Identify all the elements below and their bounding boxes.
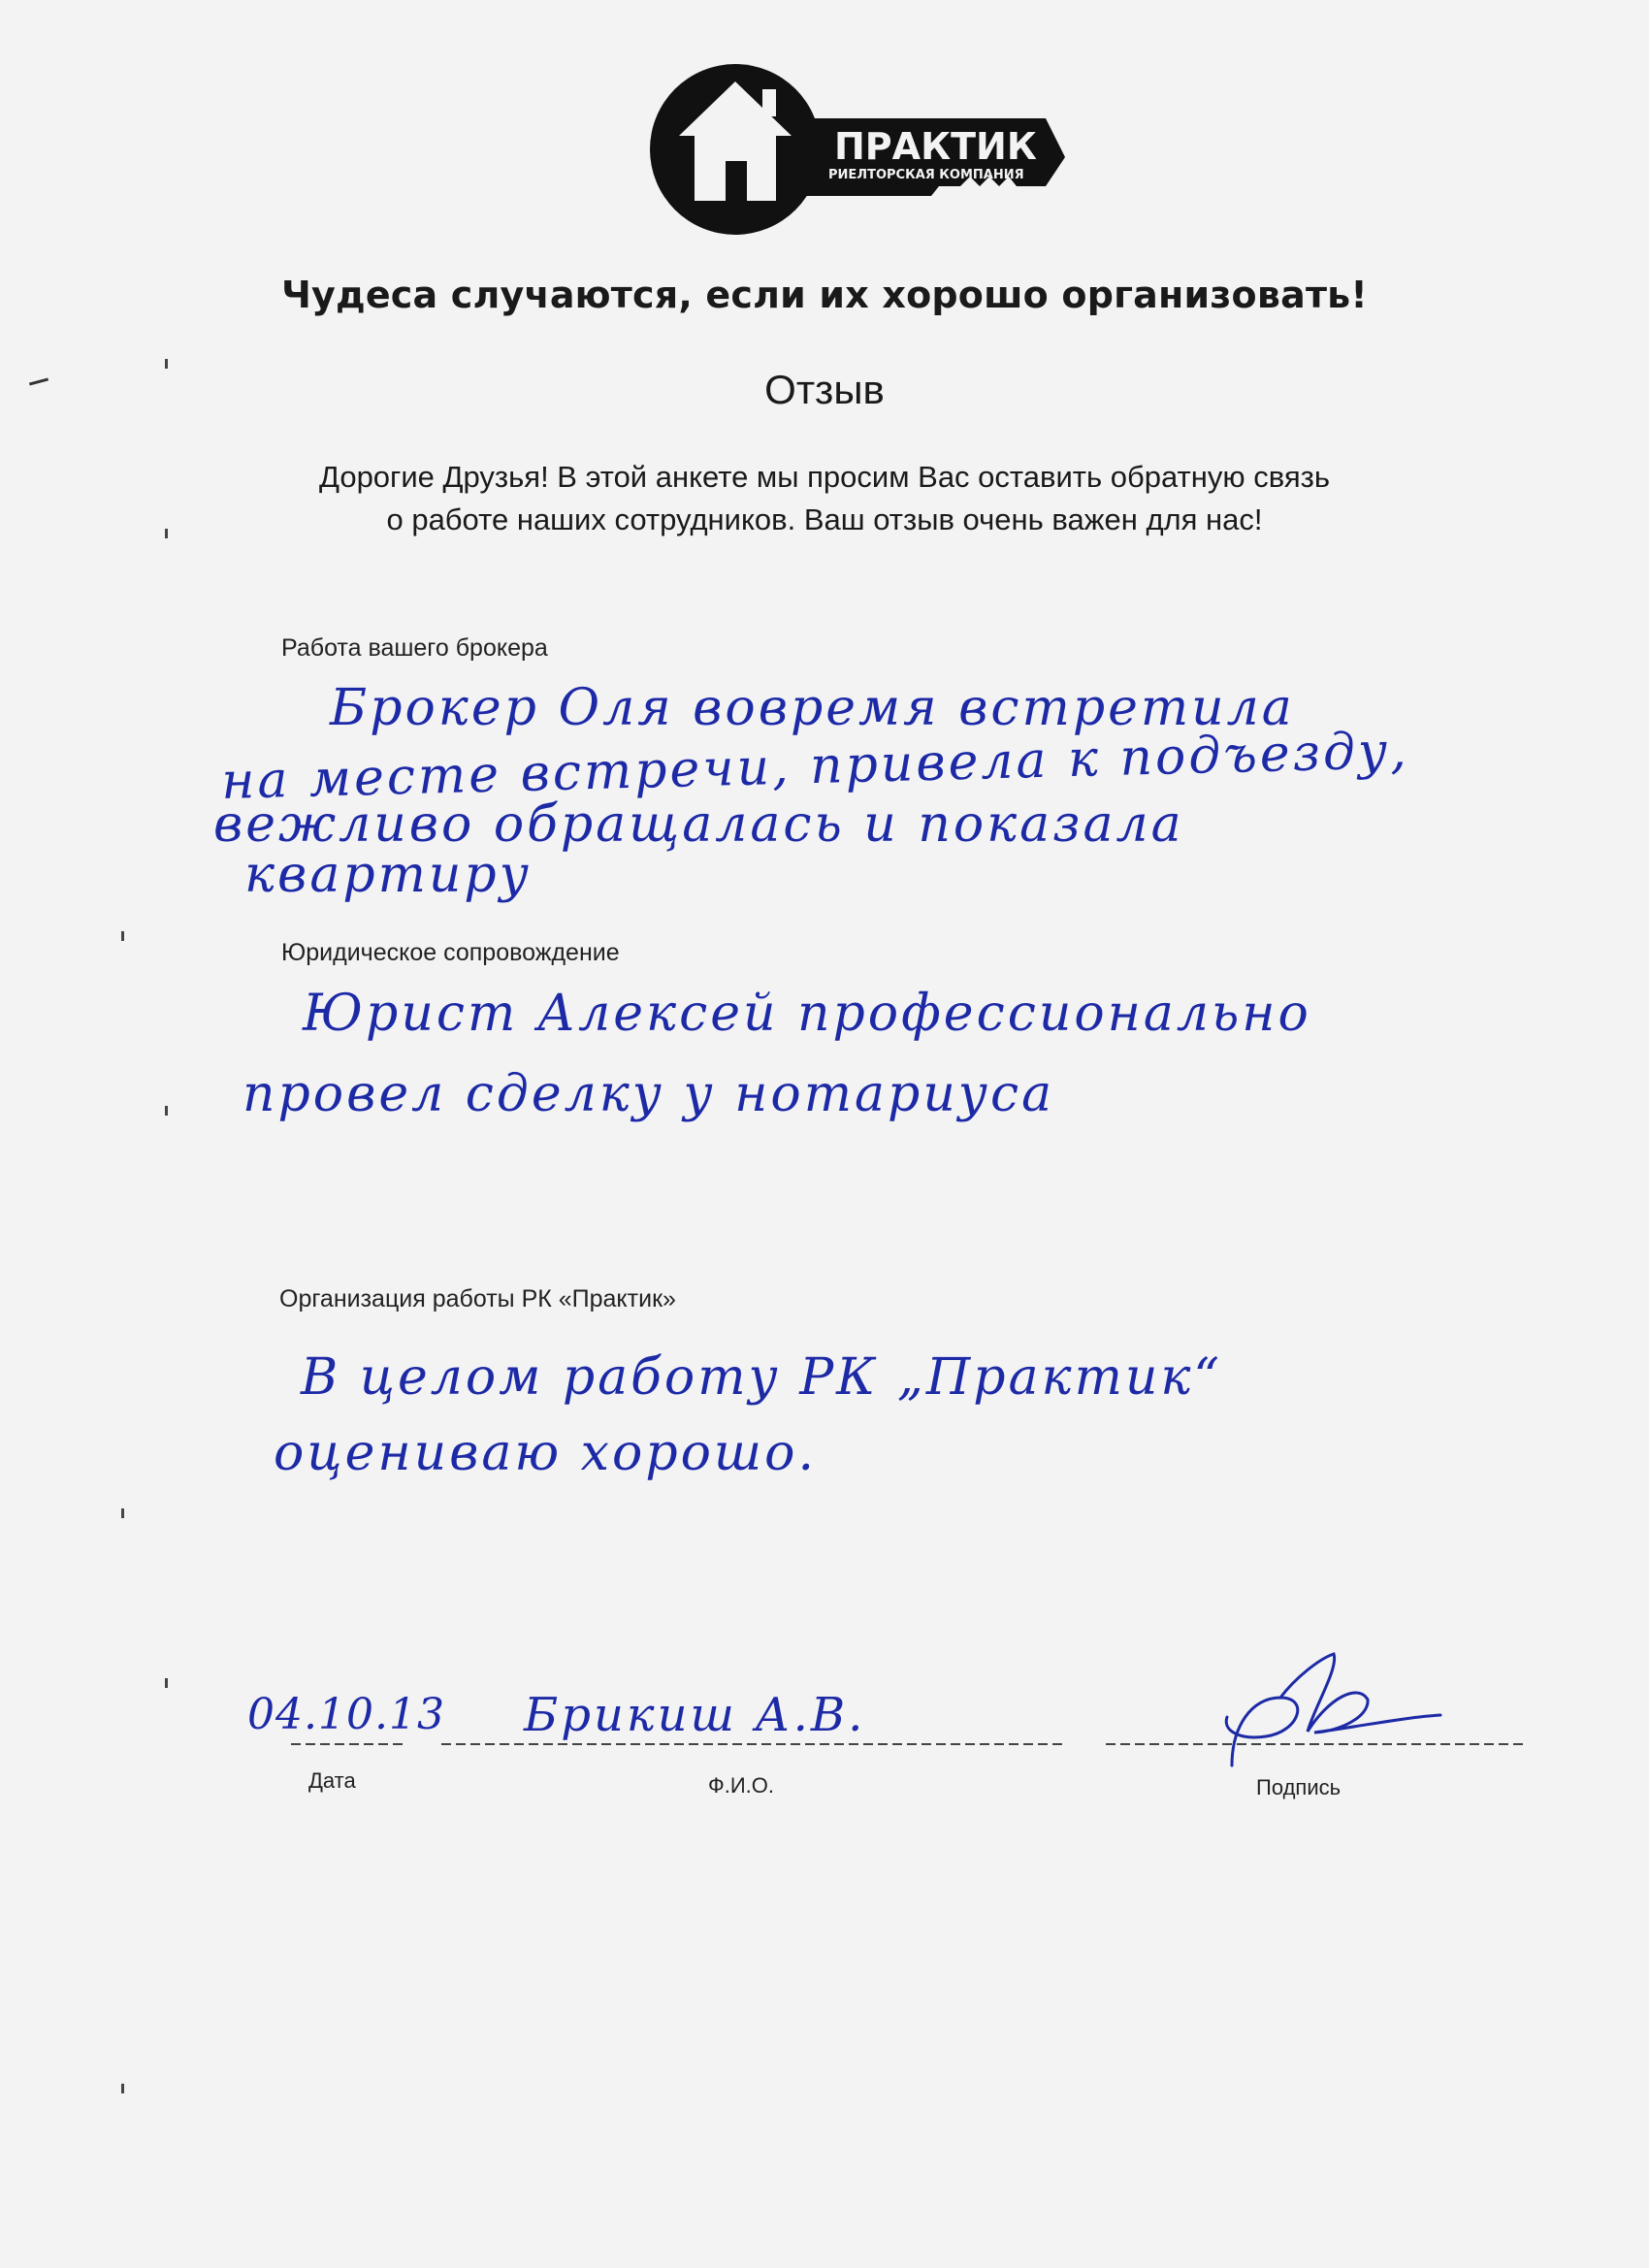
broker-answer-line-3: вежливо обращалась и показала <box>213 795 1184 854</box>
scan-speck <box>165 359 168 369</box>
broker-answer-line-1: Брокер Оля вовремя встретила <box>330 679 1295 737</box>
date-value: 04.10.13 <box>247 1690 445 1739</box>
intro-text <box>0 456 1649 541</box>
scan-speck <box>121 1508 124 1518</box>
slogan: Чудеса случаются, если их хорошо организовать! <box>281 274 1368 316</box>
legal-section-label: Юридическое сопровождение <box>281 939 620 966</box>
broker-section-label: Работа вашего брокера <box>281 634 548 662</box>
broker-answer-line-2: на месте встречи, привела к подъезду, <box>220 721 1410 812</box>
legal-answer-line-1: Юрист Алексей профессионально <box>303 985 1311 1043</box>
signature-label: Подпись <box>1256 1775 1342 1799</box>
scan-speck <box>121 2084 124 2093</box>
organization-answer-line-2: оцениваю хорошо. <box>274 1424 818 1482</box>
intro-line-2: о работе наших сотрудников. Ваш отзыв очень важен для нас! <box>386 502 1263 536</box>
organization-section-label: Организация работы РК «Практик» <box>279 1285 676 1312</box>
page-title: Отзыв <box>764 367 885 412</box>
date-label: Дата <box>308 1768 356 1793</box>
scan-speck <box>165 529 168 538</box>
logo-brand-text: ПРАКТИК <box>834 125 1037 168</box>
fio-label: Ф.И.О. <box>708 1773 774 1798</box>
broker-answer-line-4: квартиру <box>244 846 532 904</box>
scan-speck <box>165 1106 168 1116</box>
scan-speck <box>121 931 124 941</box>
legal-answer-line-2: провел сделку у нотариуса <box>242 1065 1055 1123</box>
scan-speck <box>165 1678 168 1688</box>
logo-subtitle-text: РИЕЛТОРСКАЯ КОМПАНИЯ <box>828 168 1024 182</box>
company-logo <box>648 60 1075 235</box>
key-logo-graphic <box>648 60 1075 235</box>
fio-value: Брикиш А.В. <box>524 1688 866 1742</box>
organization-answer-line-1: В целом работу РК „Практик“ <box>301 1348 1223 1407</box>
intro-line-1: Дорогие Друзья! В этой анкете мы просим Вас оставить обратную связь <box>318 460 1330 494</box>
handwritten-signature <box>1193 1639 1445 1785</box>
